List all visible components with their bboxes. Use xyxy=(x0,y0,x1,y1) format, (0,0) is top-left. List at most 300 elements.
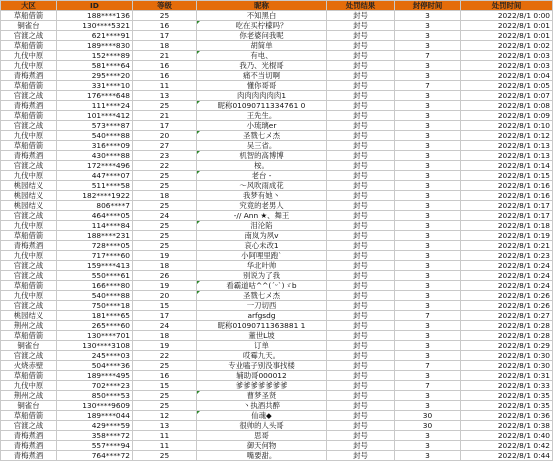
cell-penalty-time[interactable]: 2022/8/1 0:21 xyxy=(461,241,553,251)
cell-region[interactable]: 官渡之战 xyxy=(1,271,57,281)
cell-penalty-result[interactable]: 封号 xyxy=(327,371,395,381)
cell-id[interactable]: 540****88 xyxy=(57,291,133,301)
cell-ban-duration[interactable]: 3 xyxy=(395,121,461,131)
cell-level[interactable]: 22 xyxy=(133,161,197,171)
cell-ban-duration[interactable]: 3 xyxy=(395,221,461,231)
cell-penalty-time[interactable]: 2022/8/1 0:24 xyxy=(461,261,553,271)
cell-nickname[interactable]: 我乃、光棍哥 xyxy=(197,61,327,71)
cell-penalty-time[interactable]: 2022/8/1 0:27 xyxy=(461,311,553,321)
cell-penalty-result[interactable]: 封号 xyxy=(327,431,395,441)
cell-penalty-time[interactable]: 2022/8/1 0:09 xyxy=(461,111,553,121)
cell-penalty-time[interactable]: 2022/8/1 0:00 xyxy=(461,11,553,21)
cell-penalty-result[interactable]: 封号 xyxy=(327,271,395,281)
cell-region[interactable]: 官渡之战 xyxy=(1,161,57,171)
cell-region[interactable]: 草船借箭 xyxy=(1,11,57,21)
cell-ban-duration[interactable]: 3 xyxy=(395,431,461,441)
cell-penalty-time[interactable]: 2022/8/1 0:13 xyxy=(461,141,553,151)
cell-penalty-result[interactable]: 封号 xyxy=(327,81,395,91)
cell-level[interactable]: 19 xyxy=(133,341,197,351)
cell-penalty-result[interactable]: 封号 xyxy=(327,401,395,411)
cell-level[interactable]: 17 xyxy=(133,121,197,131)
cell-level[interactable]: 11 xyxy=(133,81,197,91)
cell-nickname[interactable]: 究竟的老男人 xyxy=(197,201,327,211)
cell-ban-duration[interactable]: 3 xyxy=(395,21,461,31)
cell-penalty-result[interactable]: 封号 xyxy=(327,231,395,241)
header-penalty-result[interactable]: 处罚结果 xyxy=(327,1,395,11)
cell-id[interactable]: 750****18 xyxy=(57,301,133,311)
cell-id[interactable]: 130****5321 xyxy=(57,21,133,31)
cell-region[interactable]: 火烧赤壁 xyxy=(1,361,57,371)
cell-ban-duration[interactable]: 3 xyxy=(395,91,461,101)
cell-id[interactable]: 331****10 xyxy=(57,81,133,91)
cell-penalty-result[interactable]: 封号 xyxy=(327,51,395,61)
cell-penalty-time[interactable]: 2022/8/1 0:33 xyxy=(461,381,553,391)
cell-ban-duration[interactable]: 7 xyxy=(395,361,461,371)
cell-nickname[interactable]: 昵称01090711363881 1 xyxy=(197,321,327,331)
cell-id[interactable]: 189****830 xyxy=(57,41,133,51)
cell-level[interactable]: 13 xyxy=(133,91,197,101)
cell-penalty-result[interactable]: 封号 xyxy=(327,171,395,181)
cell-ban-duration[interactable]: 3 xyxy=(395,451,461,461)
cell-penalty-time[interactable]: 2022/8/1 0:36 xyxy=(461,411,553,421)
cell-ban-duration[interactable]: 3 xyxy=(395,291,461,301)
cell-penalty-time[interactable]: 2022/8/1 0:03 xyxy=(461,61,553,71)
cell-nickname[interactable]: ～风吹雨成花 xyxy=(197,181,327,191)
cell-region[interactable]: 官渡之战 xyxy=(1,421,57,431)
cell-region[interactable]: 官渡之战 xyxy=(1,121,57,131)
cell-region[interactable]: 九伐中原 xyxy=(1,51,57,61)
cell-id[interactable]: 111****24 xyxy=(57,101,133,111)
cell-region[interactable]: 九伐中原 xyxy=(1,221,57,231)
cell-nickname[interactable]: 仙魂◆ xyxy=(197,411,327,421)
cell-nickname[interactable]: 昵称01090711334761 0 xyxy=(197,101,327,111)
cell-level[interactable]: 12 xyxy=(133,411,197,421)
cell-region[interactable]: 荆州之战 xyxy=(1,321,57,331)
cell-penalty-time[interactable]: 2022/8/1 0:08 xyxy=(461,101,553,111)
cell-id[interactable]: 850****53 xyxy=(57,391,133,401)
cell-region[interactable]: 青梅煮酒 xyxy=(1,71,57,81)
cell-nickname[interactable]: 机智的高博博 xyxy=(197,151,327,161)
cell-nickname[interactable]: 不知黑白 xyxy=(197,11,327,21)
cell-ban-duration[interactable]: 7 xyxy=(395,81,461,91)
cell-id[interactable]: 429****59 xyxy=(57,421,133,431)
cell-penalty-time[interactable]: 2022/8/1 0:23 xyxy=(461,251,553,261)
cell-ban-duration[interactable]: 3 xyxy=(395,161,461,171)
cell-id[interactable]: 464****05 xyxy=(57,211,133,221)
cell-nickname[interactable]: 我梦有她丶 xyxy=(197,191,327,201)
cell-id[interactable]: 358****72 xyxy=(57,431,133,441)
cell-penalty-time[interactable]: 2022/8/1 0:07 xyxy=(461,91,553,101)
cell-id[interactable]: 159****413 xyxy=(57,261,133,271)
cell-penalty-result[interactable]: 封号 xyxy=(327,351,395,361)
cell-id[interactable]: 621****91 xyxy=(57,31,133,41)
cell-penalty-result[interactable]: 封号 xyxy=(327,61,395,71)
cell-region[interactable]: 铜雀台 xyxy=(1,21,57,31)
cell-nickname[interactable]: 看霸道咕^^(ˊᵕˋ)ゞb xyxy=(197,281,327,291)
cell-nickname[interactable]: 专业嗑子别没事找楼 xyxy=(197,361,327,371)
cell-id[interactable]: 316****09 xyxy=(57,141,133,151)
cell-ban-duration[interactable]: 3 xyxy=(395,391,461,401)
cell-penalty-time[interactable]: 2022/8/1 0:14 xyxy=(461,161,553,171)
cell-level[interactable]: 17 xyxy=(133,31,197,41)
cell-penalty-time[interactable]: 2022/8/1 0:24 xyxy=(461,281,553,291)
cell-penalty-result[interactable]: 封号 xyxy=(327,91,395,101)
cell-penalty-time[interactable]: 2022/8/1 0:30 xyxy=(461,361,553,371)
cell-level[interactable]: 25 xyxy=(133,361,197,371)
cell-ban-duration[interactable]: 3 xyxy=(395,171,461,181)
cell-region[interactable]: 桃园结义 xyxy=(1,191,57,201)
cell-ban-duration[interactable]: 3 xyxy=(395,241,461,251)
cell-level[interactable]: 25 xyxy=(133,101,197,111)
cell-ban-duration[interactable]: 3 xyxy=(395,61,461,71)
cell-penalty-time[interactable]: 2022/8/1 0:18 xyxy=(461,221,553,231)
cell-penalty-result[interactable]: 封号 xyxy=(327,121,395,131)
header-region[interactable]: 大区 xyxy=(1,1,57,11)
cell-ban-duration[interactable]: 3 xyxy=(395,151,461,161)
cell-penalty-time[interactable]: 2022/8/1 0:12 xyxy=(461,131,553,141)
cell-penalty-time[interactable]: 2022/8/1 0:13 xyxy=(461,151,553,161)
cell-id[interactable]: 511****58 xyxy=(57,181,133,191)
cell-level[interactable]: 15 xyxy=(133,301,197,311)
cell-level[interactable]: 23 xyxy=(133,151,197,161)
cell-penalty-time[interactable]: 2022/8/1 0:01 xyxy=(461,21,553,31)
cell-ban-duration[interactable]: 3 xyxy=(395,211,461,221)
cell-nickname[interactable]: 王先生。 xyxy=(197,111,327,121)
cell-region[interactable]: 青梅煮酒 xyxy=(1,151,57,161)
cell-penalty-result[interactable]: 封号 xyxy=(327,421,395,431)
cell-level[interactable]: 25 xyxy=(133,181,197,191)
cell-level[interactable]: 13 xyxy=(133,421,197,431)
cell-nickname[interactable]: 懂你哥哥 xyxy=(197,81,327,91)
cell-nickname[interactable]: 有电、 xyxy=(197,51,327,61)
cell-penalty-result[interactable]: 封号 xyxy=(327,151,395,161)
cell-level[interactable]: 19 xyxy=(133,251,197,261)
cell-nickname[interactable]: 肉肉肉肉肉肉1 xyxy=(197,91,327,101)
cell-level[interactable]: 25 xyxy=(133,201,197,211)
cell-ban-duration[interactable]: 3 xyxy=(395,271,461,281)
cell-id[interactable]: 172****496 xyxy=(57,161,133,171)
cell-region[interactable]: 九伐中原 xyxy=(1,291,57,301)
cell-nickname[interactable]: 泪沦陷 xyxy=(197,221,327,231)
cell-nickname[interactable]: 思哥 xyxy=(197,431,327,441)
cell-penalty-result[interactable]: 封号 xyxy=(327,161,395,171)
cell-ban-duration[interactable]: 7 xyxy=(395,51,461,61)
cell-ban-duration[interactable]: 3 xyxy=(395,201,461,211)
cell-id[interactable]: 295****20 xyxy=(57,71,133,81)
cell-level[interactable]: 16 xyxy=(133,61,197,71)
cell-penalty-time[interactable]: 2022/8/1 0:30 xyxy=(461,351,553,361)
cell-penalty-time[interactable]: 2022/8/1 0:04 xyxy=(461,71,553,81)
cell-nickname[interactable]: -// Ann ★、舞王 xyxy=(197,211,327,221)
cell-nickname[interactable]: 丶执酒共醉 xyxy=(197,401,327,411)
cell-penalty-result[interactable]: 封号 xyxy=(327,361,395,371)
cell-penalty-result[interactable]: 封号 xyxy=(327,101,395,111)
cell-level[interactable]: 17 xyxy=(133,311,197,321)
cell-penalty-time[interactable]: 2022/8/1 0:17 xyxy=(461,201,553,211)
cell-region[interactable]: 九伐中原 xyxy=(1,131,57,141)
cell-nickname[interactable]: 董世L坡 xyxy=(197,331,327,341)
cell-nickname[interactable]: 华北叶帅 xyxy=(197,261,327,271)
cell-nickname[interactable]: arfgsdg xyxy=(197,311,327,321)
cell-region[interactable]: 草船借箭 xyxy=(1,371,57,381)
cell-region[interactable]: 荆州之战 xyxy=(1,391,57,401)
header-id[interactable]: ID xyxy=(57,1,133,11)
cell-penalty-result[interactable]: 封号 xyxy=(327,191,395,201)
cell-region[interactable]: 青梅煮酒 xyxy=(1,101,57,111)
cell-penalty-time[interactable]: 2022/8/1 0:10 xyxy=(461,121,553,131)
cell-level[interactable]: 25 xyxy=(133,171,197,181)
cell-penalty-result[interactable]: 封号 xyxy=(327,291,395,301)
cell-penalty-time[interactable]: 2022/8/1 0:28 xyxy=(461,331,553,341)
cell-id[interactable]: 130****9609 xyxy=(57,401,133,411)
cell-level[interactable]: 25 xyxy=(133,241,197,251)
cell-region[interactable]: 铜雀台 xyxy=(1,341,57,351)
cell-level[interactable]: 20 xyxy=(133,291,197,301)
cell-penalty-time[interactable]: 2022/8/1 0:02 xyxy=(461,41,553,51)
cell-ban-duration[interactable]: 3 xyxy=(395,401,461,411)
cell-level[interactable]: 15 xyxy=(133,381,197,391)
cell-region[interactable]: 桃园结义 xyxy=(1,201,57,211)
cell-ban-duration[interactable]: 3 xyxy=(395,191,461,201)
cell-id[interactable]: 166****80 xyxy=(57,281,133,291)
cell-ban-duration[interactable]: 7 xyxy=(395,311,461,321)
cell-id[interactable]: 176****648 xyxy=(57,91,133,101)
cell-level[interactable]: 25 xyxy=(133,401,197,411)
cell-penalty-result[interactable]: 封号 xyxy=(327,441,395,451)
cell-id[interactable]: 181****65 xyxy=(57,311,133,321)
cell-id[interactable]: 188****136 xyxy=(57,11,133,21)
cell-id[interactable]: 581****64 xyxy=(57,61,133,71)
cell-penalty-result[interactable]: 封号 xyxy=(327,331,395,341)
cell-penalty-result[interactable]: 封号 xyxy=(327,141,395,151)
cell-id[interactable]: 130****3108 xyxy=(57,341,133,351)
cell-level[interactable]: 16 xyxy=(133,371,197,381)
cell-nickname[interactable]: 吃在买柠檬吗？ xyxy=(197,21,327,31)
cell-region[interactable]: 青梅煮酒 xyxy=(1,441,57,451)
cell-penalty-result[interactable]: 封号 xyxy=(327,381,395,391)
cell-penalty-result[interactable]: 封号 xyxy=(327,321,395,331)
cell-id[interactable]: 573****87 xyxy=(57,121,133,131)
cell-penalty-time[interactable]: 2022/8/1 0:29 xyxy=(461,341,553,351)
cell-level[interactable]: 25 xyxy=(133,221,197,231)
cell-id[interactable]: 430****88 xyxy=(57,151,133,161)
cell-ban-duration[interactable]: 3 xyxy=(395,11,461,21)
cell-region[interactable]: 铜雀台 xyxy=(1,401,57,411)
cell-nickname[interactable]: 吴三省。 xyxy=(197,141,327,151)
cell-nickname[interactable]: 南岚为夙v xyxy=(197,231,327,241)
cell-nickname[interactable]: 圣戮七メ杰 xyxy=(197,131,327,141)
cell-level[interactable]: 24 xyxy=(133,321,197,331)
cell-region[interactable]: 草船借箭 xyxy=(1,281,57,291)
cell-id[interactable]: 806****7 xyxy=(57,201,133,211)
cell-penalty-time[interactable]: 2022/8/1 0:01 xyxy=(461,31,553,41)
cell-ban-duration[interactable]: 3 xyxy=(395,371,461,381)
cell-ban-duration[interactable]: 7 xyxy=(395,381,461,391)
cell-nickname[interactable]: 痛不当切啊 xyxy=(197,71,327,81)
cell-id[interactable]: 152****89 xyxy=(57,51,133,61)
cell-level[interactable]: 26 xyxy=(133,271,197,281)
cell-penalty-time[interactable]: 2022/8/1 0:42 xyxy=(461,441,553,451)
cell-ban-duration[interactable]: 3 xyxy=(395,231,461,241)
cell-id[interactable]: 114****84 xyxy=(57,221,133,231)
cell-nickname[interactable]: 一刀切西 xyxy=(197,301,327,311)
cell-penalty-time[interactable]: 2022/8/1 0:31 xyxy=(461,371,553,381)
cell-level[interactable]: 22 xyxy=(133,351,197,361)
cell-region[interactable]: 青梅煮酒 xyxy=(1,451,57,461)
header-ban-duration[interactable]: 封停时间 xyxy=(395,1,461,11)
cell-penalty-time[interactable]: 2022/8/1 0:35 xyxy=(461,401,553,411)
cell-id[interactable]: 504****36 xyxy=(57,361,133,371)
cell-region[interactable]: 九伐中原 xyxy=(1,381,57,391)
cell-level[interactable]: 25 xyxy=(133,11,197,21)
cell-penalty-time[interactable]: 2022/8/1 0:15 xyxy=(461,171,553,181)
cell-region[interactable]: 官渡之战 xyxy=(1,301,57,311)
header-penalty-time[interactable]: 处罚时间 xyxy=(461,1,553,11)
cell-level[interactable]: 11 xyxy=(133,431,197,441)
cell-id[interactable]: 540****88 xyxy=(57,131,133,141)
cell-id[interactable]: 702****23 xyxy=(57,381,133,391)
cell-level[interactable]: 25 xyxy=(133,451,197,461)
cell-level[interactable]: 16 xyxy=(133,21,197,31)
cell-ban-duration[interactable]: 30 xyxy=(395,411,461,421)
header-level[interactable]: 等级 xyxy=(133,1,197,11)
cell-penalty-result[interactable]: 封号 xyxy=(327,11,395,21)
cell-id[interactable]: 265****60 xyxy=(57,321,133,331)
cell-penalty-result[interactable]: 封号 xyxy=(327,221,395,231)
cell-id[interactable]: 101****412 xyxy=(57,111,133,121)
cell-penalty-result[interactable]: 封号 xyxy=(327,201,395,211)
cell-ban-duration[interactable]: 3 xyxy=(395,441,461,451)
cell-penalty-result[interactable]: 封号 xyxy=(327,111,395,121)
cell-region[interactable]: 官渡之战 xyxy=(1,261,57,271)
cell-region[interactable]: 草船借箭 xyxy=(1,141,57,151)
cell-nickname[interactable]: 你老婆问我呢 xyxy=(197,31,327,41)
cell-id[interactable]: 189****044 xyxy=(57,411,133,421)
cell-ban-duration[interactable]: 3 xyxy=(395,181,461,191)
cell-nickname[interactable]: 御天何物 xyxy=(197,441,327,451)
cell-id[interactable]: 717****60 xyxy=(57,251,133,261)
cell-penalty-time[interactable]: 2022/8/1 0:38 xyxy=(461,421,553,431)
cell-ban-duration[interactable]: 3 xyxy=(395,261,461,271)
cell-id[interactable]: 557****94 xyxy=(57,441,133,451)
cell-level[interactable]: 24 xyxy=(133,211,197,221)
cell-penalty-result[interactable]: 封号 xyxy=(327,411,395,421)
cell-region[interactable]: 草船借箭 xyxy=(1,81,57,91)
cell-penalty-result[interactable]: 封号 xyxy=(327,391,395,401)
cell-id[interactable]: 447****07 xyxy=(57,171,133,181)
cell-region[interactable]: 官渡之战 xyxy=(1,91,57,101)
cell-nickname[interactable]: 嘴要甜。 xyxy=(197,451,327,461)
cell-nickname[interactable]: 哀心未改1 xyxy=(197,241,327,251)
cell-level[interactable]: 18 xyxy=(133,41,197,51)
cell-nickname[interactable]: 订单 xyxy=(197,341,327,351)
cell-ban-duration[interactable]: 3 xyxy=(395,41,461,51)
cell-region[interactable]: 青梅煮酒 xyxy=(1,431,57,441)
cell-penalty-result[interactable]: 封号 xyxy=(327,71,395,81)
cell-penalty-result[interactable]: 封号 xyxy=(327,211,395,221)
cell-nickname[interactable]: 爹爹爹爹爹爹爹 xyxy=(197,381,327,391)
cell-region[interactable]: 草船借箭 xyxy=(1,111,57,121)
cell-penalty-result[interactable]: 封号 xyxy=(327,181,395,191)
cell-level[interactable]: 16 xyxy=(133,71,197,81)
cell-penalty-result[interactable]: 封号 xyxy=(327,251,395,261)
cell-level[interactable]: 21 xyxy=(133,111,197,121)
cell-ban-duration[interactable]: 3 xyxy=(395,341,461,351)
cell-level[interactable]: 19 xyxy=(133,281,197,291)
cell-penalty-result[interactable]: 封号 xyxy=(327,261,395,271)
cell-nickname[interactable]: 小琉璃er xyxy=(197,121,327,131)
cell-ban-duration[interactable]: 3 xyxy=(395,251,461,261)
cell-nickname[interactable]: 老台 - xyxy=(197,171,327,181)
cell-id[interactable]: 182****1922 xyxy=(57,191,133,201)
cell-region[interactable]: 九伐中原 xyxy=(1,171,57,181)
cell-id[interactable]: 550****61 xyxy=(57,271,133,281)
cell-ban-duration[interactable]: 30 xyxy=(395,421,461,431)
cell-penalty-time[interactable]: 2022/8/1 0:26 xyxy=(461,301,553,311)
cell-region[interactable]: 官渡之战 xyxy=(1,31,57,41)
cell-region[interactable]: 青梅煮酒 xyxy=(1,241,57,251)
cell-ban-duration[interactable]: 3 xyxy=(395,281,461,291)
cell-level[interactable]: 18 xyxy=(133,261,197,271)
cell-region[interactable]: 草船借箭 xyxy=(1,231,57,241)
cell-ban-duration[interactable]: 3 xyxy=(395,321,461,331)
cell-penalty-time[interactable]: 2022/8/1 0:24 xyxy=(461,271,553,281)
cell-penalty-time[interactable]: 2022/8/1 0:44 xyxy=(461,451,553,461)
cell-ban-duration[interactable]: 3 xyxy=(395,31,461,41)
cell-penalty-time[interactable]: 2022/8/1 0:35 xyxy=(461,391,553,401)
cell-penalty-result[interactable]: 封号 xyxy=(327,341,395,351)
cell-level[interactable]: 25 xyxy=(133,231,197,241)
cell-ban-duration[interactable]: 3 xyxy=(395,71,461,81)
cell-level[interactable]: 18 xyxy=(133,331,197,341)
cell-region[interactable]: 官渡之战 xyxy=(1,211,57,221)
cell-region[interactable]: 桃园结义 xyxy=(1,181,57,191)
cell-penalty-result[interactable]: 封号 xyxy=(327,21,395,31)
cell-id[interactable]: 245****03 xyxy=(57,351,133,361)
cell-nickname[interactable]: 圣戮七メ杰 xyxy=(197,291,327,301)
cell-nickname[interactable]: 曹梦圣贤 xyxy=(197,391,327,401)
cell-penalty-result[interactable]: 封号 xyxy=(327,311,395,321)
cell-level[interactable]: 25 xyxy=(133,391,197,401)
cell-nickname[interactable]: 胡简单 xyxy=(197,41,327,51)
cell-level[interactable]: 11 xyxy=(133,441,197,451)
cell-id[interactable]: 764****72 xyxy=(57,451,133,461)
cell-penalty-result[interactable]: 封号 xyxy=(327,301,395,311)
cell-id[interactable]: 189****495 xyxy=(57,371,133,381)
cell-nickname[interactable]: 桉。 xyxy=(197,161,327,171)
cell-ban-duration[interactable]: 3 xyxy=(395,101,461,111)
cell-ban-duration[interactable]: 3 xyxy=(395,141,461,151)
cell-penalty-time[interactable]: 2022/8/1 0:17 xyxy=(461,211,553,221)
cell-nickname[interactable]: 很帅的人头哥 xyxy=(197,421,327,431)
cell-penalty-result[interactable]: 封号 xyxy=(327,31,395,41)
cell-penalty-result[interactable]: 封号 xyxy=(327,41,395,51)
cell-id[interactable]: 728****05 xyxy=(57,241,133,251)
cell-region[interactable]: 官渡之战 xyxy=(1,351,57,361)
cell-region[interactable]: 草船借箭 xyxy=(1,41,57,51)
cell-region[interactable]: 桃园结义 xyxy=(1,311,57,321)
cell-nickname[interactable]: 小阿哩里跑` xyxy=(197,251,327,261)
cell-region[interactable]: 九伐中原 xyxy=(1,61,57,71)
cell-penalty-time[interactable]: 2022/8/1 0:19 xyxy=(461,231,553,241)
cell-nickname[interactable]: 辅助哥000012 xyxy=(197,371,327,381)
cell-nickname[interactable]: 别说为了我 xyxy=(197,271,327,281)
cell-level[interactable]: 20 xyxy=(133,131,197,141)
cell-ban-duration[interactable]: 3 xyxy=(395,301,461,311)
cell-region[interactable]: 草船借箭 xyxy=(1,331,57,341)
cell-level[interactable]: 27 xyxy=(133,141,197,151)
cell-ban-duration[interactable]: 3 xyxy=(395,131,461,141)
